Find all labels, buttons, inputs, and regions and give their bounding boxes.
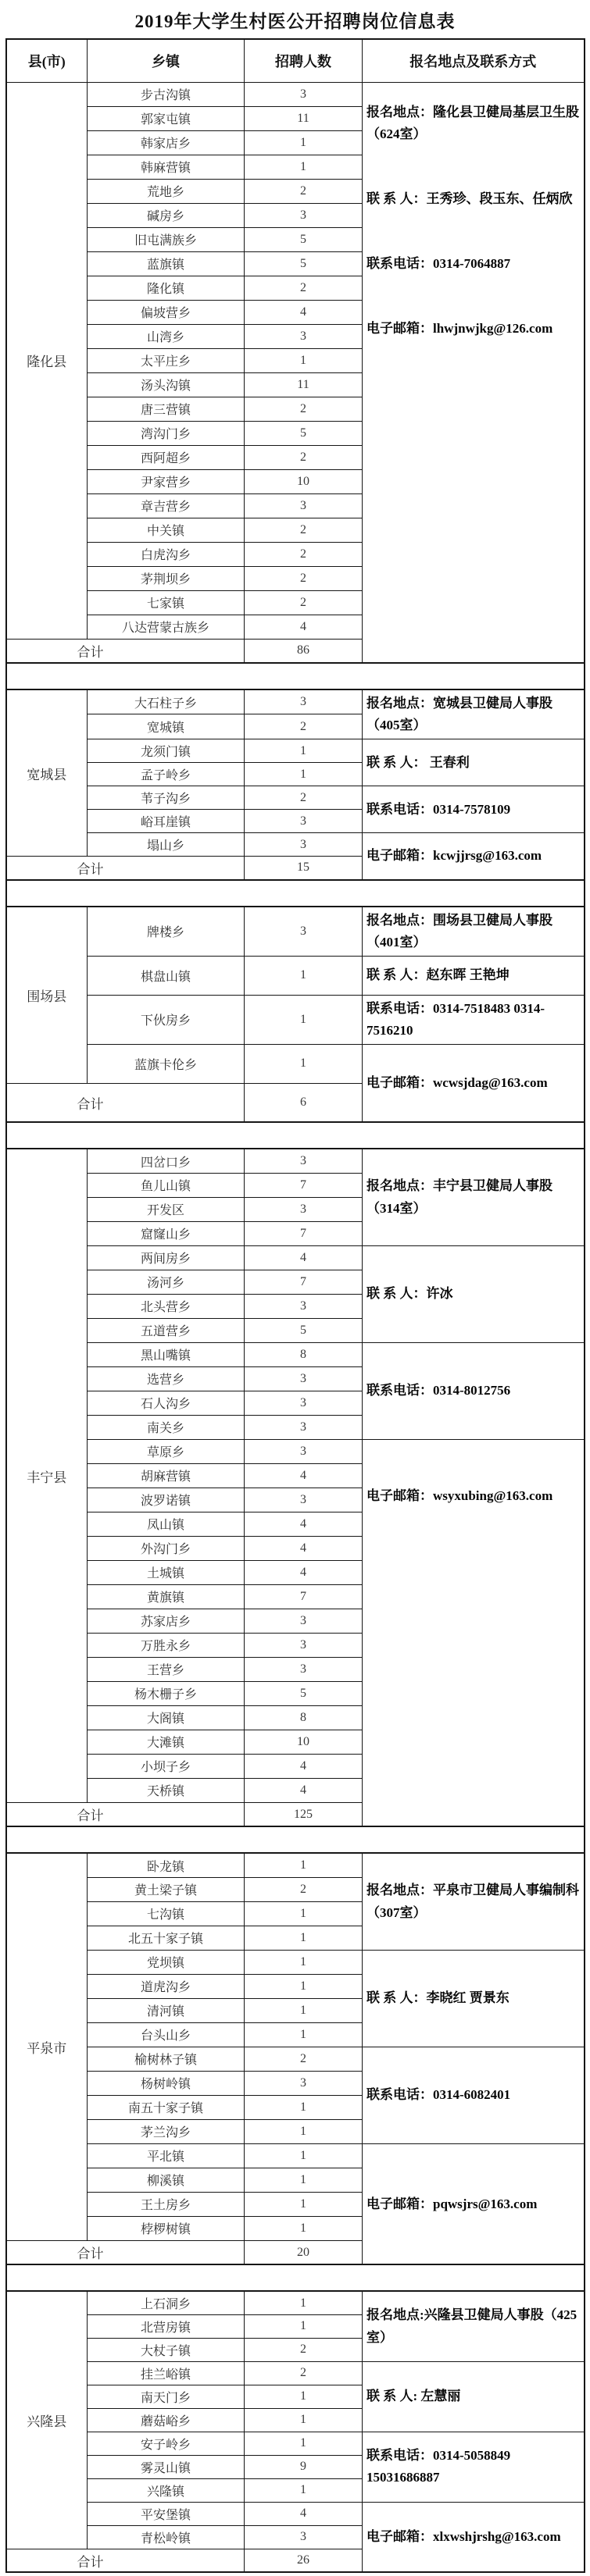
township-cell: 牌楼乡: [88, 907, 245, 957]
recruit-count-cell: 9: [245, 2455, 363, 2478]
contact-cell-location: 报名地点:兴隆县卫健局人事股（425室）: [363, 2291, 585, 2361]
section-gap-row: [6, 663, 585, 689]
contact-cell-phone: 联系电话：0314-5058849 15031686887: [363, 2432, 585, 2502]
column-header-contact: 报名地点及联系方式: [363, 39, 585, 82]
recruit-count-cell: 1: [245, 2385, 363, 2408]
township-cell: 蘑菇峪乡: [88, 2408, 245, 2432]
recruit-count-cell: 7: [245, 1221, 363, 1245]
recruit-count-cell: 1: [245, 2143, 363, 2168]
recruit-count-cell: 1: [245, 2119, 363, 2143]
table-row: [6, 995, 585, 1044]
contact-cell-email: 电子邮箱：wcwsjdag@163.com: [363, 1044, 585, 1122]
township-cell: 天桥镇: [88, 1778, 245, 1802]
township-cell: 道虎沟乡: [88, 1974, 245, 1998]
recruit-count-cell: 2: [245, 786, 363, 810]
township-cell: 碱房乡: [88, 203, 245, 227]
column-header-county: 县(市): [6, 39, 88, 82]
recruit-count-cell: 3: [245, 1657, 363, 1681]
recruit-count-cell: 2: [245, 714, 363, 739]
township-cell: 上石洞乡: [88, 2291, 245, 2314]
recruit-count-cell: 7: [245, 1270, 363, 1294]
contact-cell-location: 报名地点：丰宁县卫健局人事股（314室）: [363, 1149, 585, 1245]
page-title: 2019年大学生村医公开招聘岗位信息表: [134, 12, 456, 31]
total-label-cell: 合计: [6, 857, 245, 880]
recruit-count-cell: 4: [245, 1463, 363, 1488]
contact-cell-location: 报名地点：宽城县卫健局人事股（405室）: [363, 689, 585, 739]
township-cell: 中关镇: [88, 518, 245, 542]
total-label-cell: 合计: [6, 639, 245, 663]
table-row: [6, 907, 585, 957]
township-cell: 荒地乡: [88, 179, 245, 203]
total-label-cell: 合计: [6, 1083, 245, 1122]
recruit-count-cell: 1: [245, 1926, 363, 1950]
section-gap-cell: [6, 663, 585, 689]
recruit-count-cell: 3: [245, 810, 363, 833]
township-cell: 黄旗镇: [88, 1584, 245, 1609]
township-cell: 湾沟门乡: [88, 421, 245, 445]
contact-cell-location: 报名地点：平泉市卫健局人事编制科（307室）: [363, 1853, 585, 1950]
township-cell: 黄土梁子镇: [88, 1877, 245, 1901]
section-gap-cell: [6, 880, 585, 907]
total-label-cell: 合计: [6, 2549, 245, 2572]
recruit-count-cell: 3: [245, 203, 363, 227]
table-row: [6, 2291, 585, 2314]
table-row: [6, 956, 585, 995]
recruit-count-cell: 1: [245, 2478, 363, 2502]
contact-cell-phone: 联系电话：0314-7518483 0314-7516210: [363, 995, 585, 1044]
township-cell: 凤山镇: [88, 1512, 245, 1536]
township-cell: 南关乡: [88, 1415, 245, 1439]
recruit-count-cell: 3: [245, 493, 363, 518]
recruit-count-cell: 3: [245, 82, 363, 106]
township-cell: 北营房镇: [88, 2314, 245, 2338]
contact-cell-email: 电子邮箱：xlxwshjrshg@163.com: [363, 2502, 585, 2572]
township-cell: 汤头沟镇: [88, 372, 245, 397]
table-row: [6, 2143, 585, 2168]
township-cell: 党坝镇: [88, 1950, 245, 1974]
township-cell: 大滩镇: [88, 1730, 245, 1754]
recruit-count-cell: 1: [245, 1901, 363, 1926]
township-cell: 韩麻营镇: [88, 155, 245, 179]
recruit-count-cell: 1: [245, 995, 363, 1044]
section-gap-row: [6, 2264, 585, 2291]
recruit-count-cell: 3: [245, 324, 363, 348]
township-cell: 鱼儿山镇: [88, 1173, 245, 1197]
recruit-count-cell: 7: [245, 1584, 363, 1609]
table-row: [6, 2047, 585, 2071]
recruit-count-cell: 1: [245, 739, 363, 763]
township-cell: 步古沟镇: [88, 82, 245, 106]
township-cell: 外沟门乡: [88, 1536, 245, 1560]
township-cell: 章吉营乡: [88, 493, 245, 518]
total-label-cell: 合计: [6, 1802, 245, 1826]
township-cell: 土城镇: [88, 1560, 245, 1584]
recruit-count-cell: 1: [245, 130, 363, 155]
recruit-count-cell: 3: [245, 1609, 363, 1633]
township-cell: 平安堡镇: [88, 2502, 245, 2525]
recruit-count-cell: 1: [245, 2192, 363, 2216]
section-gap-row: [6, 1826, 585, 1853]
township-cell: 南五十家子镇: [88, 2095, 245, 2119]
recruitment-table: [5, 38, 585, 2573]
recruit-count-cell: 2: [245, 542, 363, 566]
county-cell: 丰宁县: [6, 1149, 88, 1802]
table-row: [6, 1149, 585, 1173]
recruit-count-cell: 1: [245, 155, 363, 179]
recruit-count-cell: 2: [245, 2338, 363, 2361]
township-cell: 南天门乡: [88, 2385, 245, 2408]
township-cell: 北五十家子镇: [88, 1926, 245, 1950]
recruit-count-cell: 4: [245, 1245, 363, 1270]
table-row: [6, 689, 585, 714]
township-cell: 蓝旗卡伦乡: [88, 1044, 245, 1083]
recruit-count-cell: 2: [245, 518, 363, 542]
recruit-count-cell: 1: [245, 2291, 363, 2314]
table-row: [6, 1439, 585, 1463]
recruit-count-cell: 4: [245, 1560, 363, 1584]
recruit-count-cell: 1: [245, 2216, 363, 2240]
recruit-count-cell: 2: [245, 179, 363, 203]
recruit-count-cell: 1: [245, 2168, 363, 2192]
recruit-count-cell: 1: [245, 956, 363, 995]
recruit-count-cell: 8: [245, 1342, 363, 1366]
recruit-count-cell: 3: [245, 1415, 363, 1439]
township-cell: 韩家店乡: [88, 130, 245, 155]
recruit-count-cell: 1: [245, 2095, 363, 2119]
township-cell: 兴隆镇: [88, 2478, 245, 2502]
recruit-count-cell: 1: [245, 2432, 363, 2455]
recruit-count-cell: 3: [245, 833, 363, 857]
recruit-count-cell: 5: [245, 1681, 363, 1705]
township-cell: 大杖子镇: [88, 2338, 245, 2361]
section-gap-row: [6, 880, 585, 907]
township-cell: 下伙房乡: [88, 995, 245, 1044]
table-row: [6, 2502, 585, 2525]
recruit-count-cell: 3: [245, 1149, 363, 1173]
recruit-count-cell: 3: [245, 1488, 363, 1512]
recruit-count-cell: 11: [245, 372, 363, 397]
total-count-cell: 15: [245, 857, 363, 880]
township-cell: 挂兰峪镇: [88, 2361, 245, 2385]
township-cell: 汤河乡: [88, 1270, 245, 1294]
recruit-count-cell: 4: [245, 1536, 363, 1560]
recruit-count-cell: 3: [245, 2525, 363, 2549]
recruit-count-cell: 4: [245, 1754, 363, 1778]
total-count-cell: 86: [245, 639, 363, 663]
township-cell: 偏坡营乡: [88, 300, 245, 324]
contact-person: 联 系 人：王秀珍、段玉东、任炳欣: [367, 191, 573, 206]
recruit-count-cell: 2: [245, 445, 363, 469]
total-count-cell: 26: [245, 2549, 363, 2572]
recruit-count-cell: 5: [245, 251, 363, 276]
township-cell: 平北镇: [88, 2143, 245, 2168]
township-cell: 开发区: [88, 1197, 245, 1221]
contact-cell-person: 联 系 人: 左慧丽: [363, 2361, 585, 2432]
table-body: [6, 82, 585, 2572]
recruit-count-cell: 1: [245, 763, 363, 786]
contact-cell-person: 联 系 人：赵东晖 王艳坤: [363, 956, 585, 995]
township-cell: 卧龙镇: [88, 1853, 245, 1877]
table-row: [6, 1950, 585, 1974]
township-cell: 宽城镇: [88, 714, 245, 739]
table-row: [6, 739, 585, 763]
recruit-count-cell: 1: [245, 1950, 363, 1974]
recruit-count-cell: 2: [245, 566, 363, 590]
township-cell: 黑山嘴镇: [88, 1342, 245, 1366]
township-cell: 胡麻营镇: [88, 1463, 245, 1488]
section-gap-row: [6, 1122, 585, 1149]
page: [0, 7, 590, 2573]
recruit-count-cell: 3: [245, 1391, 363, 1415]
township-cell: 八达营蒙古族乡: [88, 615, 245, 639]
township-cell: 五道营乡: [88, 1318, 245, 1342]
township-cell: 白虎沟乡: [88, 542, 245, 566]
recruit-count-cell: 5: [245, 227, 363, 251]
township-cell: 尹家营乡: [88, 469, 245, 493]
township-cell: 榆树林子镇: [88, 2047, 245, 2071]
township-cell: 两间房乡: [88, 1245, 245, 1270]
section-gap-cell: [6, 1826, 585, 1853]
township-cell: 窟窿山乡: [88, 1221, 245, 1245]
section-gap-cell: [6, 2264, 585, 2291]
township-cell: 王营乡: [88, 1657, 245, 1681]
township-cell: 波罗诺镇: [88, 1488, 245, 1512]
township-cell: 苏家店乡: [88, 1609, 245, 1633]
contact-cell-location: 报名地点：围场县卫健局人事股（401室）: [363, 907, 585, 957]
total-count-cell: 6: [245, 1083, 363, 1122]
township-cell: 清河镇: [88, 1998, 245, 2022]
recruit-count-cell: 3: [245, 1633, 363, 1657]
total-label-cell: 合计: [6, 2240, 245, 2264]
contact-cell-person: 联 系 人：李晓红 贾景东: [363, 1950, 585, 2047]
township-cell: 峪耳崖镇: [88, 810, 245, 833]
county-cell: 围场县: [6, 907, 88, 1084]
recruit-count-cell: 4: [245, 2502, 363, 2525]
township-cell: 孟子岭乡: [88, 763, 245, 786]
township-cell: 杨树岭镇: [88, 2071, 245, 2095]
recruit-count-cell: 2: [245, 2047, 363, 2071]
township-cell: 龙须门镇: [88, 739, 245, 763]
recruit-count-cell: 1: [245, 2408, 363, 2432]
recruit-count-cell: 3: [245, 907, 363, 957]
contact-cell-person: 联 系 人： 王春利: [363, 739, 585, 786]
recruit-count-cell: 2: [245, 1877, 363, 1901]
township-cell: 杨木栅子乡: [88, 1681, 245, 1705]
contact-phone: 联系电话：0314-7064887: [367, 255, 511, 271]
recruit-count-cell: 3: [245, 1439, 363, 1463]
township-cell: 四岔口乡: [88, 1149, 245, 1173]
recruit-count-cell: 5: [245, 1318, 363, 1342]
recruit-count-cell: 1: [245, 1044, 363, 1083]
recruit-count-cell: 4: [245, 1778, 363, 1802]
township-cell: 塌山乡: [88, 833, 245, 857]
table-row: [6, 786, 585, 810]
recruit-count-cell: 4: [245, 1512, 363, 1536]
township-cell: 大阁镇: [88, 1705, 245, 1730]
header-row: [6, 39, 585, 82]
township-cell: 柳溪镇: [88, 2168, 245, 2192]
recruit-count-cell: 1: [245, 2022, 363, 2047]
township-cell: 郭家屯镇: [88, 106, 245, 130]
township-cell: 苇子沟乡: [88, 786, 245, 810]
contact-cell-email: 电子邮箱：pqwsjrs@163.com: [363, 2143, 585, 2264]
recruit-count-cell: 1: [245, 348, 363, 372]
township-cell: 茅兰沟乡: [88, 2119, 245, 2143]
township-cell: 唐三营镇: [88, 397, 245, 421]
township-cell: 王土房乡: [88, 2192, 245, 2216]
table-row: [6, 1853, 585, 1877]
recruit-count-cell: 11: [245, 106, 363, 130]
recruit-count-cell: 2: [245, 590, 363, 615]
contact-cell: [363, 82, 585, 663]
township-cell: 雾灵山镇: [88, 2455, 245, 2478]
township-cell: 北头营乡: [88, 1294, 245, 1318]
county-cell: 平泉市: [6, 1853, 88, 2240]
township-cell: 蓝旗镇: [88, 251, 245, 276]
township-cell: 七沟镇: [88, 1901, 245, 1926]
table-row: [6, 82, 585, 106]
contact-email: 电子邮箱：lhwjnwjkg@126.com: [367, 320, 553, 336]
township-cell: 山湾乡: [88, 324, 245, 348]
recruit-count-cell: 1: [245, 1998, 363, 2022]
recruit-count-cell: 3: [245, 689, 363, 714]
recruit-count-cell: 8: [245, 1705, 363, 1730]
recruit-count-cell: 4: [245, 300, 363, 324]
recruit-count-cell: 3: [245, 1366, 363, 1391]
recruit-count-cell: 4: [245, 615, 363, 639]
township-cell: 七家镇: [88, 590, 245, 615]
township-cell: 西阿超乡: [88, 445, 245, 469]
township-cell: 青松岭镇: [88, 2525, 245, 2549]
recruit-count-cell: 10: [245, 469, 363, 493]
table-row: [6, 2361, 585, 2385]
county-cell: 隆化县: [6, 82, 88, 639]
township-cell: 茅荆坝乡: [88, 566, 245, 590]
recruit-count-cell: 1: [245, 1853, 363, 1877]
county-cell: 兴隆县: [6, 2291, 88, 2549]
recruit-count-cell: 3: [245, 2071, 363, 2095]
column-header-township: 乡镇: [88, 39, 245, 82]
table-row: [6, 833, 585, 857]
township-cell: 隆化镇: [88, 276, 245, 300]
table-row: [6, 1044, 585, 1083]
recruit-count-cell: 2: [245, 397, 363, 421]
contact-location: 报名地点：隆化县卫健局基层卫生股（624室）: [367, 104, 579, 141]
contact-cell-phone: 联系电话：0314-7578109: [363, 786, 585, 833]
table-row: [6, 1342, 585, 1366]
contact-cell-person: 联 系 人：许冰: [363, 1245, 585, 1342]
table-row: [6, 1245, 585, 1270]
township-cell: 小坝子乡: [88, 1754, 245, 1778]
township-cell: 棋盘山镇: [88, 956, 245, 995]
total-count-cell: 20: [245, 2240, 363, 2264]
recruit-count-cell: 2: [245, 2361, 363, 2385]
township-cell: 大石柱子乡: [88, 689, 245, 714]
table-row: [6, 2432, 585, 2455]
column-header-recruit-count: 招聘人数: [245, 39, 363, 82]
recruit-count-cell: 5: [245, 421, 363, 445]
recruit-count-cell: 10: [245, 1730, 363, 1754]
township-cell: 桲椤树镇: [88, 2216, 245, 2240]
contact-cell-email: 电子邮箱：kcwjjrsg@163.com: [363, 833, 585, 880]
recruit-count-cell: 1: [245, 2314, 363, 2338]
township-cell: 选营乡: [88, 1366, 245, 1391]
township-cell: 草原乡: [88, 1439, 245, 1463]
township-cell: 台头山乡: [88, 2022, 245, 2047]
contact-cell-phone: 联系电话：0314-8012756: [363, 1342, 585, 1439]
township-cell: 万胜永乡: [88, 1633, 245, 1657]
township-cell: 石人沟乡: [88, 1391, 245, 1415]
recruit-count-cell: 3: [245, 1294, 363, 1318]
contact-cell-phone: 联系电话：0314-6082401: [363, 2047, 585, 2143]
recruit-count-cell: 7: [245, 1173, 363, 1197]
section-gap-cell: [6, 1122, 585, 1149]
recruit-count-cell: 3: [245, 1197, 363, 1221]
county-cell: 宽城县: [6, 689, 88, 857]
recruit-count-cell: 2: [245, 276, 363, 300]
recruit-count-cell: 1: [245, 1974, 363, 1998]
township-cell: 旧屯满族乡: [88, 227, 245, 251]
total-count-cell: 125: [245, 1802, 363, 1826]
township-cell: 太平庄乡: [88, 348, 245, 372]
contact-cell-email: 电子邮箱：wsyxubing@163.com: [363, 1439, 585, 1826]
township-cell: 安子岭乡: [88, 2432, 245, 2455]
